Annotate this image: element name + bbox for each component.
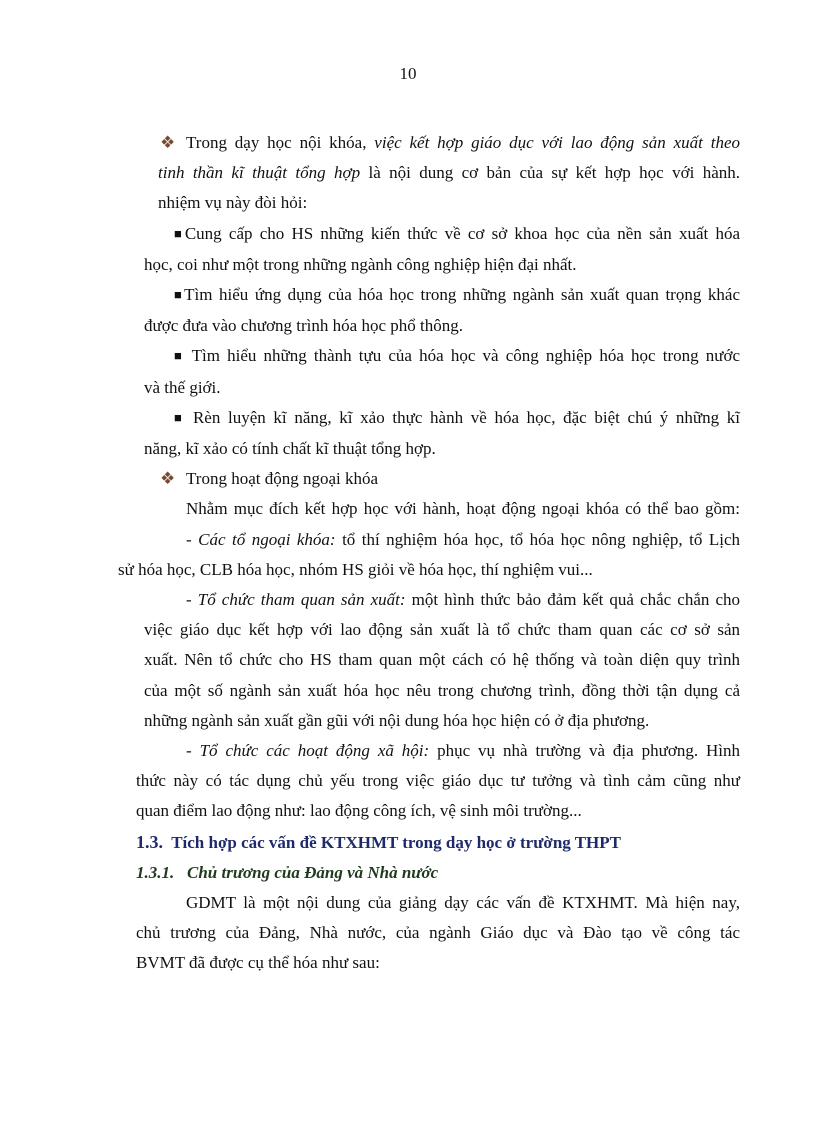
square-bullet-icon: ■ — [174, 409, 186, 425]
text-line: tinh thần kĩ thuật tổng hợp là nội dung cơ bản của sự kết hợp học với hành. — [158, 163, 740, 183]
text-line: BVMT đã được cụ thể hóa như sau: — [136, 953, 380, 973]
text-line: GDMT là một nội dung của giảng dạy các vấn đề KTXHMT. Mà hiện nay, — [186, 893, 740, 913]
diamond-bullet-icon: ❖ — [160, 469, 176, 489]
page-number: 10 — [399, 64, 417, 83]
square-bullet-icon: ■ — [174, 287, 185, 303]
text-line: quan điểm lao động như: lao động công ích, vệ sinh môi trường... — [136, 801, 582, 821]
text-line: - Tổ chức các hoạt động xã hội: phục vụ nhà trường và địa phương. Hình — [186, 741, 740, 761]
text-line: được đưa vào chương trình hóa học phổ thông. — [144, 316, 463, 336]
bullet-paragraph: ❖ Trong hoạt động ngoại khóa — [160, 464, 740, 494]
subsection-heading: 1.3.1. Chủ trương của Đảng và Nhà nước — [136, 862, 439, 882]
section-heading: 1.3. Tích hợp các vấn đề KTXHMT trong dạy học ở trường THPT — [136, 831, 621, 852]
sub-item: ■ Tìm hiểu những thành tựu của hóa học và công nghiệp hóa học trong nước — [174, 346, 740, 366]
text-line: việc giáo dục kết hợp với lao động sản xuất là tổ chức tham quan các cơ sở sản — [144, 620, 740, 640]
text-line: thức này có tác dụng chủ yếu trong việc giáo dục tư tưởng và tình cảm cũng như — [136, 771, 740, 791]
text-line: - Các tổ ngoại khóa: tổ thí nghiệm hóa học, tổ hóa học nông nghiệp, tổ Lịch — [186, 529, 740, 549]
text-line: học, coi như một trong những ngành công nghiệp hiện đại nhất. — [144, 254, 577, 274]
text-line: của một số ngành sản xuất hóa học nêu trong chương trình, đồng thời tận dụng cả — [144, 680, 740, 700]
text-line: nhiệm vụ này đòi hỏi: — [158, 193, 308, 213]
text-line: chủ trương của Đảng, Nhà nước, của ngành Giáo dục và Đào tạo về công tác — [136, 923, 740, 943]
text-line: - Tổ chức tham quan sản xuất: một hình thức bảo đảm kết quả chắc chắn cho — [186, 590, 740, 610]
text-line: sử hóa học, CLB hóa học, nhóm HS giỏi về hóa học, thí nghiệm vui... — [118, 559, 593, 579]
diamond-bullet-icon: ❖ — [160, 133, 176, 152]
text-line: xuất. Nên tổ chức cho HS tham quan một cách có hệ thống và toàn diện quy trình — [144, 650, 740, 670]
sub-item: ■Tìm hiểu ứng dụng của hóa học trong những ngành sản xuất quan trọng khác — [174, 285, 740, 305]
text-line: những ngành sản xuất gần gũi với nội dung hóa học hiện có ở địa phương. — [144, 710, 650, 730]
text-line: năng, kĩ xảo có tính chất kĩ thuật tổng hợp. — [144, 439, 436, 459]
text-line: Nhằm mục đích kết hợp học với hành, hoạt động ngoại khóa có thể bao gồm: — [186, 499, 740, 519]
sub-item: ■Cung cấp cho HS những kiến thức về cơ sở khoa học của nền sản xuất hóa — [174, 223, 740, 243]
square-bullet-icon: ■ — [174, 348, 185, 364]
sub-item: ■ Rèn luyện kĩ năng, kĩ xảo thực hành về hóa học, đặc biệt chú ý những kĩ — [174, 407, 741, 427]
document-body — [118, 128, 741, 979]
text-line: và thế giới. — [144, 377, 221, 397]
square-bullet-icon: ■ — [174, 225, 185, 241]
bullet-paragraph: ❖ Trong dạy học nội khóa, việc kết hợp giáo dục với lao động sản xuất theo — [160, 128, 740, 158]
